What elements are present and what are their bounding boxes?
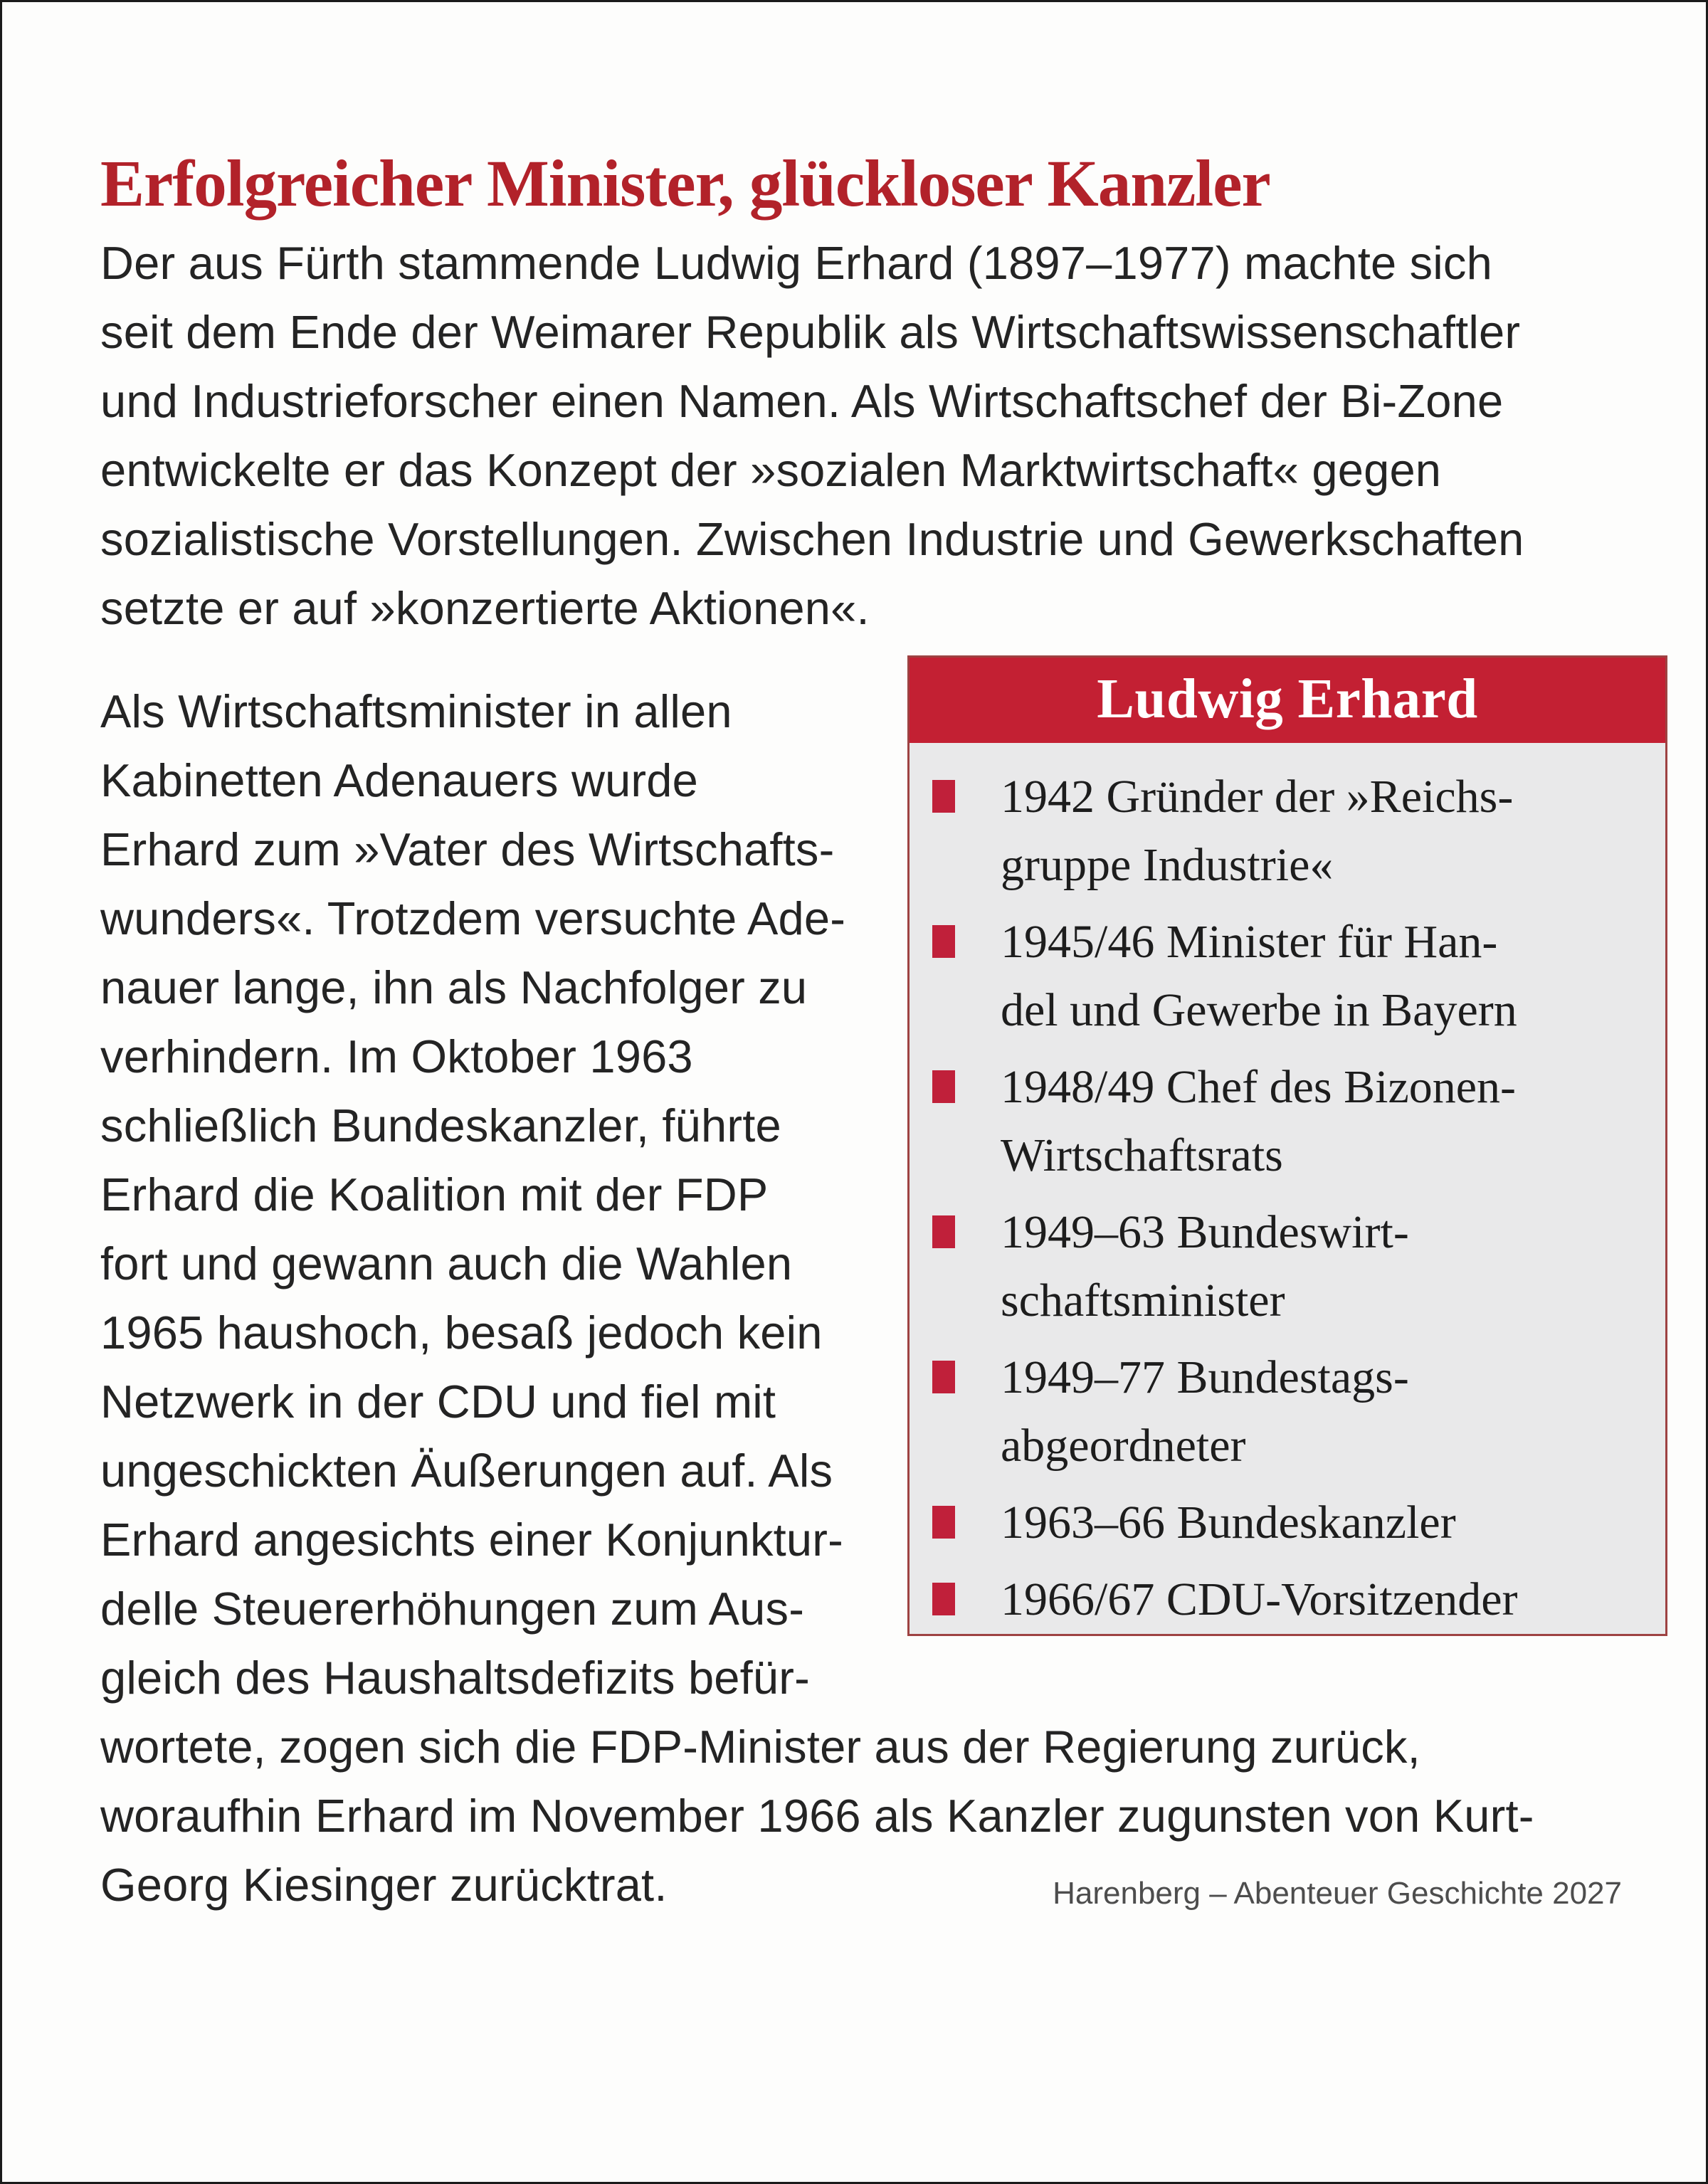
list-item (931, 1053, 1651, 1190)
list-item-line: schaftsminister (1001, 1275, 1285, 1326)
page-title: Erfolgreicher Minister, glückloser Kanzler (100, 147, 1270, 221)
intro-line: und Industrieforscher einen Namen. Als Wirtschaftschef der Bi-Zone (100, 375, 1504, 427)
intro-line: entwickelte er das Konzept der »sozialen Marktwirtschaft« gegen (100, 444, 1442, 496)
body-line: woraufhin Erhard im November 1966 als Kanzler zugunsten von Kurt- (100, 1790, 1534, 1842)
list-item-line: gruppe Industrie« (1001, 839, 1334, 891)
bullet-square-icon (932, 1070, 955, 1103)
body-line: verhindern. Im Oktober 1963 (100, 1030, 693, 1082)
body-line: wortete, zogen sich die FDP-Minister aus der Regierung zurück, (100, 1721, 1420, 1773)
body-line: Erhard zum »Vater des Wirtschafts- (100, 823, 835, 875)
body-line: Georg Kiesinger zurücktrat. (100, 1859, 668, 1911)
intro-paragraph (100, 228, 1524, 643)
bullet-square-icon (932, 1506, 955, 1539)
bullet-square-icon (932, 1215, 955, 1248)
bullet-square-icon (932, 1361, 955, 1393)
list-item-line: 1945/46 Minister für Han- (1001, 916, 1498, 968)
list-item-line: 1963–66 Bundeskanzler (1001, 1497, 1456, 1549)
infobox-timeline-list (910, 743, 1665, 1634)
intro-line: sozialistische Vorstellungen. Zwischen Industrie und Gewerkschaften (100, 513, 1524, 565)
intro-line: setzte er auf »konzertierte Aktionen«. (100, 582, 870, 634)
source-credit: Harenberg – Abenteuer Geschichte 2027 (1053, 1876, 1622, 1911)
body-line: 1965 haushoch, besaß jedoch kein (100, 1307, 823, 1359)
list-item (931, 1344, 1651, 1480)
list-item-line: 1942 Gründer der »Reichs- (1001, 771, 1514, 823)
list-item-line: 1966/67 CDU-Vorsitzender (1001, 1573, 1518, 1625)
list-item-line: del und Gewerbe in Bayern (1001, 984, 1517, 1036)
list-item-line: 1949–63 Bundeswirt- (1001, 1206, 1409, 1258)
list-item (931, 908, 1651, 1045)
body-line: Erhard angesichts einer Konjunktur- (100, 1514, 843, 1566)
infobox-title: Ludwig Erhard (910, 658, 1665, 743)
list-item (931, 1198, 1651, 1335)
body-line: Netzwerk in der CDU und fiel mit (100, 1376, 776, 1428)
body-line: Kabinetten Adenauers wurde (100, 754, 698, 806)
body-line: gleich des Haushaltsdefizits befür- (100, 1652, 810, 1704)
body-line: schließlich Bundeskanzler, führte (100, 1099, 781, 1151)
bullet-square-icon (932, 925, 955, 958)
bullet-square-icon (932, 1583, 955, 1615)
list-item (931, 1489, 1651, 1557)
list-item (931, 763, 1651, 900)
body-line: fort und gewann auch die Wahlen (100, 1238, 793, 1289)
intro-line: seit dem Ende der Weimarer Republik als Wirtschaftswissenschaftler (100, 306, 1521, 358)
body-line: Als Wirtschaftsminister in allen (100, 685, 732, 737)
list-item-line: Wirtschaftsrats (1001, 1129, 1283, 1181)
list-item-line: 1949–77 Bundestags- (1001, 1351, 1409, 1403)
bullet-square-icon (932, 780, 955, 813)
body-line: wunders«. Trotzdem versuchte Ade- (100, 892, 846, 944)
body-line: delle Steuererhöhungen zum Aus- (100, 1583, 805, 1635)
list-item (931, 1566, 1651, 1634)
intro-line: Der aus Fürth stammende Ludwig Erhard (1897–1977) machte sich (100, 237, 1492, 289)
body-line: Erhard die Koalition mit der FDP (100, 1169, 769, 1220)
list-item-line: 1948/49 Chef des Bizonen- (1001, 1061, 1517, 1113)
list-item-line: abgeordneter (1001, 1420, 1246, 1472)
ludwig-erhard-infobox (907, 655, 1667, 1636)
body-line: nauer lange, ihn als Nachfolger zu (100, 961, 808, 1013)
body-line: ungeschickten Äußerungen auf. Als (100, 1445, 833, 1497)
